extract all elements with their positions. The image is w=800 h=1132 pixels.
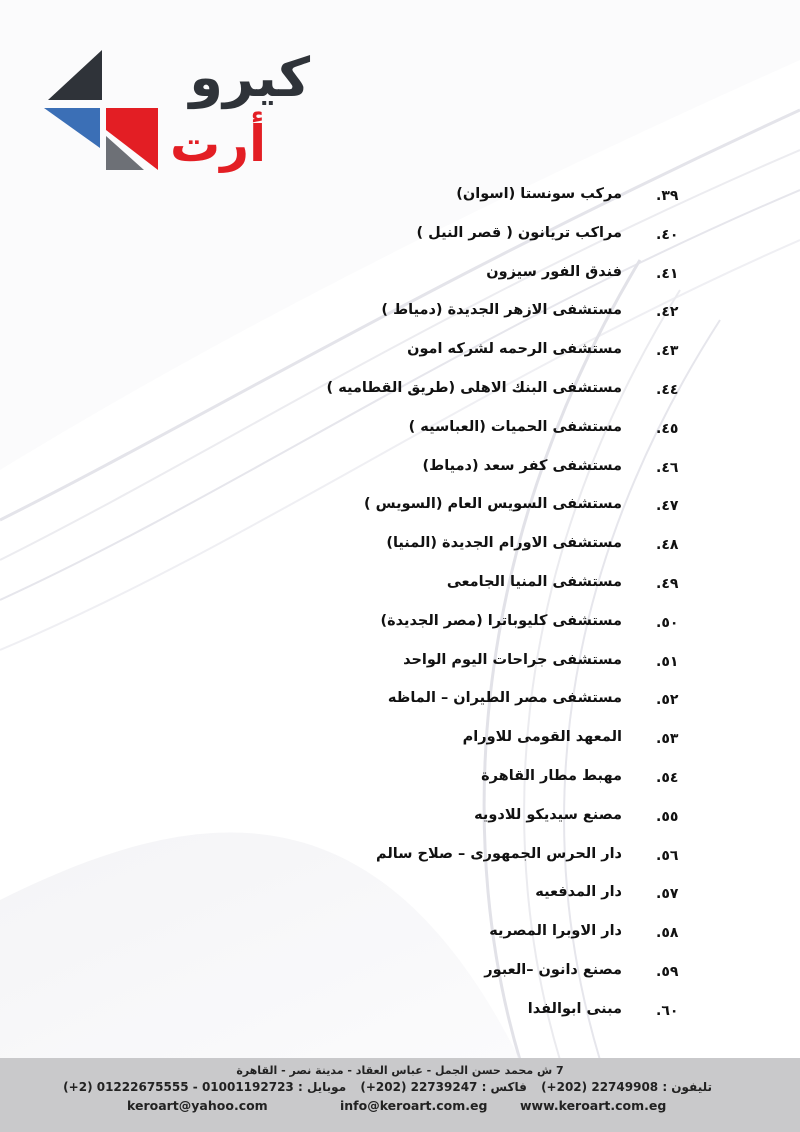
list-item bbox=[300, 801, 690, 840]
list-item bbox=[300, 374, 690, 413]
list-item-text: مراكب تريانون ( قصر النيل ) bbox=[416, 224, 622, 241]
footer-email-info[interactable]: info@keroart.com.eg bbox=[340, 1098, 488, 1113]
list-item bbox=[300, 258, 690, 297]
list-item bbox=[300, 335, 690, 374]
list-item-text: مستشفى الازهر الجديدة (دمياط ) bbox=[381, 302, 622, 319]
footer-fax: فاكس : 22739247 (202+) bbox=[360, 1080, 527, 1094]
list-item bbox=[300, 452, 690, 491]
list-item-text: مصنع دانون –العبور bbox=[484, 961, 622, 978]
list-item-text: مستشفى جراحات اليوم الواحد bbox=[403, 651, 622, 668]
list-item-text: مركب سونستا (اسوان) bbox=[456, 186, 622, 202]
list-item bbox=[300, 684, 690, 723]
list-item bbox=[300, 917, 690, 956]
footer-email-yahoo[interactable]: keroart@yahoo.com bbox=[127, 1098, 268, 1113]
list-item-number: .٤١ bbox=[656, 265, 679, 282]
list-item-number: .٥٢ bbox=[656, 692, 679, 709]
list-item-text: مستشفى السويس العام (السويس ) bbox=[363, 496, 622, 513]
footer-contact-numbers bbox=[53, 1080, 712, 1094]
list-item-number: .٤٥ bbox=[656, 420, 679, 437]
list-item-text: مستشفى البنك الاهلى (طريق القطاميه ) bbox=[326, 379, 622, 396]
list-item-number: .٥٣ bbox=[656, 731, 679, 748]
list-item-text: دار الاوبرا المصريه bbox=[489, 923, 622, 940]
list-item-text: مهبط مطار القاهرة bbox=[481, 767, 622, 784]
list-item-text: مبنى ابوالفدا bbox=[527, 1000, 622, 1017]
list-item-text: مستشفى كفر سعد (دمياط) bbox=[422, 457, 622, 474]
list-item-text: مستشفى مصر الطيران – الماظه bbox=[387, 690, 622, 707]
list-item-number: .٤٦ bbox=[656, 459, 679, 476]
list-item-text: مصنع سيديكو للادويه bbox=[474, 806, 622, 823]
list-item-number: .٥١ bbox=[656, 653, 679, 670]
logo-word-kero: كيرو bbox=[189, 46, 310, 109]
list-item-number: .٤٧ bbox=[656, 498, 679, 515]
footer-mobile: موبايل : 01001192723 - 01222675555 (2+) bbox=[63, 1080, 347, 1094]
list-item-text: دار الحرس الجمهورى – صلاح سالم bbox=[375, 845, 622, 862]
list-item-number: .٥٥ bbox=[656, 808, 679, 825]
list-item bbox=[300, 568, 690, 607]
list-item-number: .٤٠ bbox=[656, 226, 679, 243]
footer-address: 7 ش محمد حسن الجمل - عباس العقاد - مدينة نصر - القاهرة bbox=[236, 1064, 564, 1077]
list-item bbox=[300, 840, 690, 879]
company-logo bbox=[40, 40, 310, 180]
footer-website-link[interactable]: www.keroart.com.eg bbox=[520, 1098, 667, 1113]
list-item bbox=[300, 878, 690, 917]
projects-list bbox=[300, 180, 690, 1034]
list-item-number: .٤٨ bbox=[656, 537, 679, 554]
list-item-text: مستشفى المنيا الجامعى bbox=[446, 573, 622, 590]
list-item-number: .٤٣ bbox=[656, 343, 679, 360]
list-item-text: مستشفى الاورام الجديدة (المنيا) bbox=[386, 535, 622, 552]
list-item bbox=[300, 219, 690, 258]
list-item-number: .٤٤ bbox=[656, 381, 679, 398]
footer-bar bbox=[0, 1058, 800, 1132]
list-item bbox=[300, 490, 690, 529]
list-item bbox=[300, 956, 690, 995]
list-item bbox=[300, 296, 690, 335]
list-item-text: دار المدفعيه bbox=[535, 884, 622, 901]
list-item-text: المعهد القومى للاورام bbox=[462, 729, 622, 746]
list-item-number: .٥٠ bbox=[656, 614, 679, 631]
list-item-number: .٦٠ bbox=[656, 1002, 679, 1019]
list-item-number: .٣٩ bbox=[656, 188, 679, 204]
list-item-number: .٥٤ bbox=[656, 769, 679, 786]
footer-phone: تليفون : 22749908 (202+) bbox=[541, 1080, 712, 1094]
logo-mark-icon bbox=[40, 40, 160, 180]
list-item bbox=[300, 529, 690, 568]
list-item bbox=[300, 762, 690, 801]
list-item-number: .٥٩ bbox=[656, 963, 679, 980]
list-item-number: .٤٩ bbox=[656, 575, 679, 592]
list-item bbox=[300, 995, 690, 1034]
list-item bbox=[300, 646, 690, 685]
list-item bbox=[300, 723, 690, 762]
list-item bbox=[300, 180, 690, 219]
list-item bbox=[300, 607, 690, 646]
logo-word-art: أرت bbox=[170, 115, 267, 173]
list-item-number: .٥٨ bbox=[656, 925, 679, 942]
list-item-text: مستشفى الحميات (العباسيه ) bbox=[408, 418, 622, 435]
list-item-number: .٥٧ bbox=[656, 886, 679, 903]
list-item-text: مستشفى الرحمه لشركه امون bbox=[407, 341, 622, 358]
list-item-text: مستشفى كليوباترا (مصر الجديدة) bbox=[380, 612, 622, 629]
list-item bbox=[300, 413, 690, 452]
list-item-number: .٥٦ bbox=[656, 847, 679, 864]
list-item-number: .٤٢ bbox=[656, 304, 679, 321]
list-item-text: فندق الفور سيزون bbox=[486, 263, 622, 280]
